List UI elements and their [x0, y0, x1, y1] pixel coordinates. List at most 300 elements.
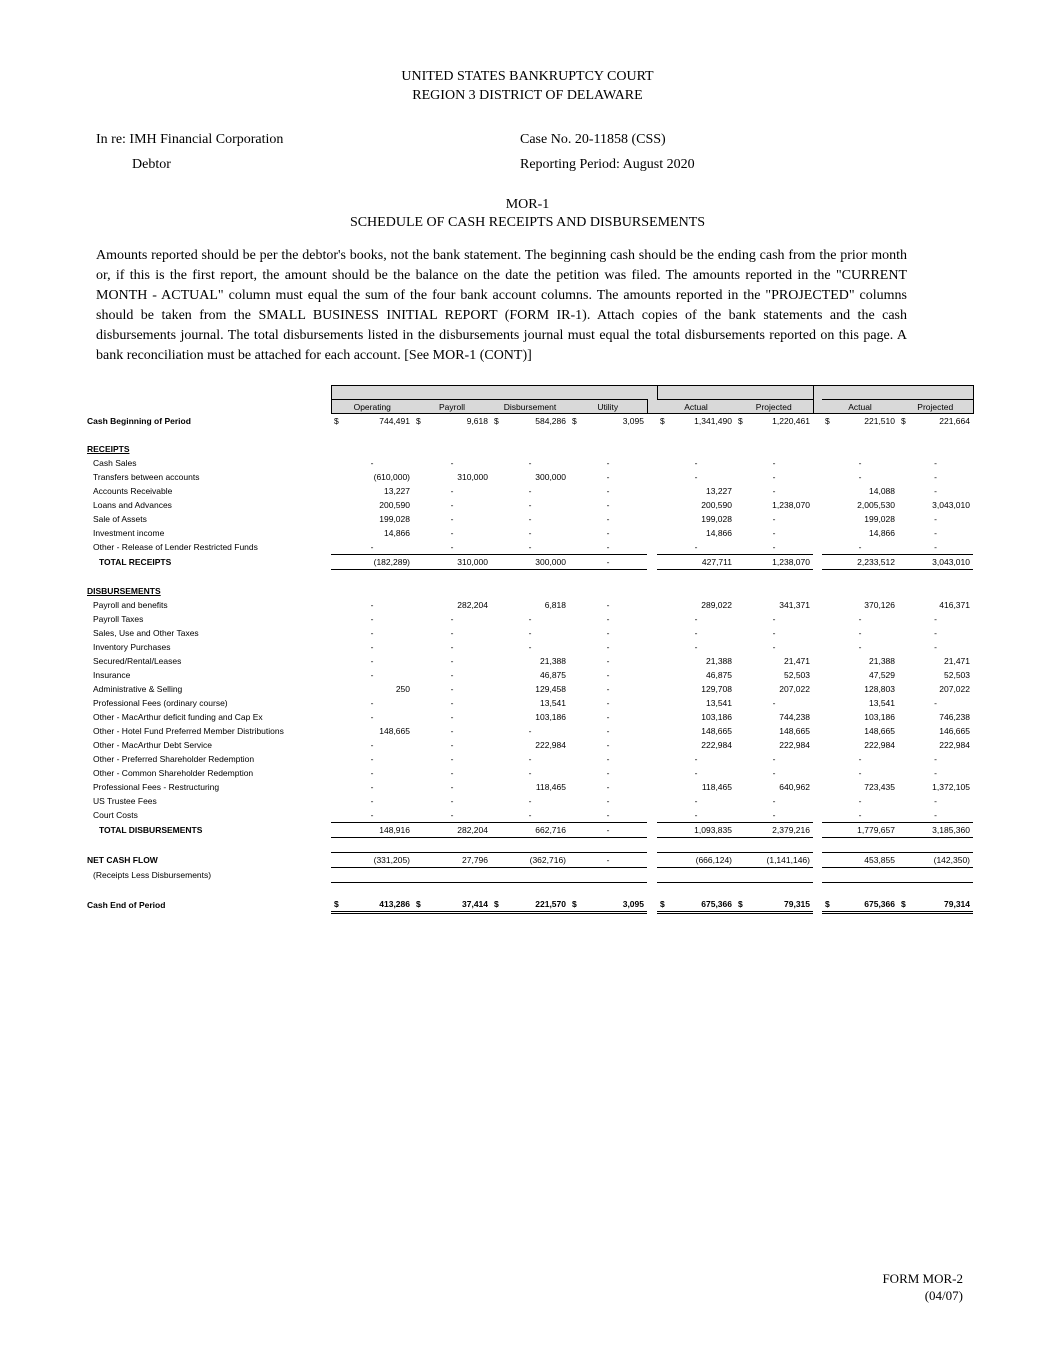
- value-cell: -: [934, 642, 937, 652]
- spacer-cell: [813, 780, 822, 794]
- value-cell: -: [606, 726, 610, 736]
- dollar-sign: $: [825, 899, 830, 909]
- spacer-cell: [647, 526, 657, 540]
- total-disbursements-row: [85, 823, 973, 838]
- receipt-row-label: Cash Sales: [93, 458, 137, 468]
- value-cell: [569, 897, 647, 913]
- value-cell: -: [934, 458, 937, 468]
- value-cell: 662,716: [491, 823, 569, 838]
- value-cell: -: [528, 500, 532, 510]
- value-cell: [491, 414, 569, 429]
- disbursement-row: [85, 696, 973, 710]
- value-cell: [657, 897, 735, 913]
- value-cell: 640,962: [779, 782, 810, 792]
- amount: 3,095: [622, 899, 644, 909]
- value-cell: -: [528, 642, 532, 652]
- value-cell: 103,186: [535, 712, 566, 722]
- value-cell: 118,465: [535, 782, 566, 792]
- value-cell: 300,000: [535, 472, 566, 482]
- disbursement-row-label: Other - Preferred Shareholder Redemption: [93, 754, 255, 764]
- value-cell: -: [569, 808, 647, 823]
- dollar-sign: $: [660, 416, 665, 426]
- value-cell: 21,471: [944, 656, 970, 666]
- value-cell: [331, 897, 413, 913]
- value-cell: [822, 414, 898, 429]
- value-cell: 200,590: [379, 500, 410, 510]
- value-cell: -: [606, 796, 610, 806]
- value-cell: -: [858, 796, 862, 806]
- dollar-sign: $: [494, 416, 499, 426]
- cash-beginning-row: [85, 414, 973, 429]
- value-cell: -: [606, 656, 610, 666]
- value-cell: -: [858, 472, 862, 482]
- instructions-paragraph: Amounts reported should be per the debtor's books, not the bank statement. The beginning cash should be the ending cash from the prior month or, if this is the first report, the amount should be the balance on the date the petition was filed. The amounts reported in the "CURRENT MONTH - ACTUAL" column must equal the sum of the four bank account columns. The amounts reported in the "PROJECTED" columns should be taken from the SMALL BUSINESS INITIAL REPORT (FORM IR-1). Attach copies of the bank statements and the cash disbursements journal. The total disbursements listed in the disbursements journal must equal the total disbursements reported on this page. A bank reconciliation must be attached for each account. [See MOR-1 (CONT)]: [96, 248, 907, 363]
- amount: 675,366: [701, 899, 732, 909]
- disbursements-header-row: [85, 584, 973, 598]
- value-cell: 129,458: [535, 684, 566, 694]
- value-cell: -: [370, 712, 374, 722]
- spacer-cell: [647, 640, 657, 654]
- value-cell: -: [450, 486, 454, 496]
- value-cell: 148,665: [701, 726, 732, 736]
- value-cell: 199,028: [701, 514, 732, 524]
- value-cell: 341,371: [779, 600, 810, 610]
- spacer-cell: [647, 794, 657, 808]
- currency-cell: [825, 899, 895, 909]
- value-cell: 416,371: [939, 600, 970, 610]
- column-header-7: Projected: [898, 400, 973, 414]
- value-cell: [898, 414, 973, 429]
- value-cell: -: [450, 514, 454, 524]
- disbursement-row: [85, 766, 973, 780]
- value-cell: -: [735, 540, 813, 555]
- value-cell: -: [934, 754, 937, 764]
- currency-cell: [825, 416, 895, 426]
- value-cell: 200,590: [701, 500, 732, 510]
- value-cell: -: [772, 642, 776, 652]
- dollar-sign: $: [901, 899, 906, 909]
- disbursement-row: [85, 598, 973, 612]
- spacer-cell: [813, 794, 822, 808]
- court-name: UNITED STATES BANKRUPTCY COURT: [401, 69, 654, 84]
- receipt-row: [85, 512, 973, 526]
- value-cell: -: [822, 540, 898, 555]
- amount: 675,366: [864, 899, 895, 909]
- value-cell: 1,238,070: [772, 500, 810, 510]
- value-cell: (666,124): [657, 853, 735, 868]
- value-cell: -: [370, 628, 374, 638]
- form-footer: [882, 1270, 963, 1304]
- cash-schedule-table: [85, 385, 973, 914]
- spacer-cell: [647, 808, 657, 823]
- value-cell: 148,665: [379, 726, 410, 736]
- value-cell: 300,000: [491, 555, 569, 570]
- spacer-cell: [813, 484, 822, 498]
- value-cell: -: [772, 514, 776, 524]
- spacer-cell: [647, 484, 657, 498]
- net-cash-flow-sublabel: (Receipts Less Disbursements): [93, 870, 212, 880]
- value-cell: -: [772, 458, 776, 468]
- column-group-header: [85, 386, 973, 400]
- case-in-re: In re: IMH Financial Corporation: [96, 132, 284, 147]
- value-cell: -: [606, 670, 610, 680]
- value-cell: -: [606, 614, 610, 624]
- currency-cell: [660, 899, 732, 909]
- currency-cell: [901, 899, 970, 909]
- amount: 79,315: [784, 899, 810, 909]
- value-cell: 46,875: [706, 670, 732, 680]
- value-cell: -: [370, 782, 374, 792]
- net-cash-flow-sub-row: [85, 868, 973, 883]
- value-cell: -: [569, 823, 647, 838]
- value-cell: -: [450, 698, 454, 708]
- value-cell: -: [772, 698, 776, 708]
- value-cell: -: [694, 768, 698, 778]
- spacer-cell: [647, 682, 657, 696]
- spacer-cell: [647, 823, 657, 838]
- spacer-cell: [813, 668, 822, 682]
- value-cell: 310,000: [457, 472, 488, 482]
- disbursement-row-label: Secured/Rental/Leases: [93, 656, 182, 666]
- value-cell: -: [450, 754, 454, 764]
- form-title: SCHEDULE OF CASH RECEIPTS AND DISBURSEMENTS: [349, 215, 706, 230]
- value-cell: 723,435: [864, 782, 895, 792]
- value-cell: -: [528, 458, 532, 468]
- value-cell: -: [370, 642, 374, 652]
- value-cell: -: [528, 796, 532, 806]
- receipt-row-label: Investment income: [93, 528, 165, 538]
- value-cell: 1,238,070: [735, 555, 813, 570]
- value-cell: 27,796: [413, 853, 491, 868]
- value-cell: 148,665: [779, 726, 810, 736]
- blank-row: [85, 570, 973, 585]
- value-cell: -: [934, 698, 937, 708]
- value-cell: (142,350): [898, 853, 973, 868]
- value-cell: -: [772, 614, 776, 624]
- value-cell: -: [657, 808, 735, 823]
- value-cell: -: [772, 754, 776, 764]
- value-cell: 13,227: [706, 486, 732, 496]
- value-cell: 207,022: [779, 684, 810, 694]
- blank-row: [85, 428, 973, 442]
- value-cell: 103,186: [701, 712, 732, 722]
- currency-cell: [494, 416, 566, 426]
- blank-row: [85, 883, 973, 898]
- column-header-5: Projected: [735, 400, 813, 414]
- value-cell: -: [450, 782, 454, 792]
- value-cell: -: [491, 540, 569, 555]
- value-cell: -: [606, 782, 610, 792]
- spacer-cell: [647, 626, 657, 640]
- dollar-sign: $: [660, 899, 665, 909]
- receipt-row-label: Loans and Advances: [93, 500, 172, 510]
- spacer-cell: [647, 512, 657, 526]
- spacer-cell: [813, 456, 822, 470]
- value-cell: -: [606, 684, 610, 694]
- spacer-cell: [647, 654, 657, 668]
- disbursement-row: [85, 626, 973, 640]
- total-receipts-row-label: TOTAL RECEIPTS: [99, 557, 172, 567]
- value-cell: 14,866: [869, 528, 895, 538]
- value-cell: 1,093,835: [657, 823, 735, 838]
- disbursement-row-label: Sales, Use and Other Taxes: [93, 628, 199, 638]
- currency-cell: [738, 899, 810, 909]
- value-cell: 3,043,010: [898, 555, 973, 570]
- value-cell: [822, 897, 898, 913]
- dollar-sign: $: [416, 416, 421, 426]
- amount: 221,664: [939, 416, 970, 426]
- footer-form-code: FORM MOR-2: [882, 1271, 963, 1286]
- case-debtor: Debtor: [132, 157, 171, 172]
- spacer-cell: [813, 897, 822, 913]
- value-cell: -: [898, 540, 973, 555]
- net-cash-flow-row-label: NET CASH FLOW: [87, 855, 158, 865]
- value-cell: -: [606, 628, 610, 638]
- value-cell: -: [569, 555, 647, 570]
- value-cell: 14,866: [384, 528, 410, 538]
- value-cell: -: [934, 768, 937, 778]
- value-cell: 370,126: [864, 600, 895, 610]
- value-cell: -: [934, 528, 937, 538]
- value-cell: -: [569, 540, 647, 555]
- amount: 9,618: [466, 416, 488, 426]
- spacer-cell: [647, 456, 657, 470]
- value-cell: (182,289): [331, 555, 413, 570]
- dollar-sign: $: [334, 899, 339, 909]
- value-cell: [413, 414, 491, 429]
- value-cell: (1,141,146): [735, 853, 813, 868]
- column-header-0: Operating: [331, 400, 413, 414]
- spacer-cell: [647, 555, 657, 570]
- disbursements-header: DISBURSEMENTS: [87, 586, 161, 596]
- value-cell: -: [450, 656, 454, 666]
- spacer-cell: [647, 598, 657, 612]
- receipt-row: [85, 526, 973, 540]
- value-cell: [331, 414, 413, 429]
- spacer-cell: [647, 710, 657, 724]
- value-cell: 3,043,010: [932, 500, 970, 510]
- spacer-cell: [647, 897, 657, 913]
- spacer-cell: [813, 540, 822, 555]
- value-cell: -: [528, 514, 532, 524]
- receipt-row-label: Other - Release of Lender Restricted Funds: [93, 542, 258, 553]
- value-cell: -: [606, 528, 610, 538]
- value-cell: -: [606, 740, 610, 750]
- spacer-cell: [813, 555, 822, 570]
- receipt-row-label: Accounts Receivable: [93, 486, 173, 496]
- spacer-cell: [647, 612, 657, 626]
- spacer-cell: [647, 738, 657, 752]
- spacer-cell: [813, 766, 822, 780]
- value-cell: 1,779,657: [822, 823, 898, 838]
- column-header-4: Actual: [657, 400, 735, 414]
- net-cash-flow-row: [85, 853, 973, 868]
- value-cell: [569, 414, 647, 429]
- group-cumulative: [822, 386, 973, 400]
- dollar-sign: $: [416, 899, 421, 909]
- value-cell: -: [898, 808, 973, 823]
- column-header-3: Utility: [569, 400, 647, 414]
- value-cell: 1,372,105: [932, 782, 970, 792]
- value-cell: 146,665: [939, 726, 970, 736]
- receipts-header: RECEIPTS: [87, 444, 130, 454]
- spacer-cell: [647, 780, 657, 794]
- value-cell: 21,388: [869, 656, 895, 666]
- disbursement-row-label: Other - Common Shareholder Redemption: [93, 768, 254, 778]
- value-cell: 2,233,512: [822, 555, 898, 570]
- footer-form-date: (04/07): [924, 1288, 963, 1303]
- disbursement-row: [85, 794, 973, 808]
- spacer-cell: [647, 498, 657, 512]
- value-cell: -: [934, 514, 937, 524]
- dollar-sign: $: [334, 416, 339, 426]
- spacer-cell: [813, 710, 822, 724]
- cash-end-row-label: Cash End of Period: [87, 899, 166, 910]
- value-cell: (362,716): [491, 853, 569, 868]
- value-cell: -: [822, 808, 898, 823]
- currency-cell: [494, 899, 566, 909]
- value-cell: -: [413, 808, 491, 823]
- spacer-cell: [647, 766, 657, 780]
- total-receipts-row: [85, 555, 973, 570]
- receipt-row: [85, 470, 973, 484]
- spacer-cell: [647, 668, 657, 682]
- amount: 221,570: [535, 899, 566, 909]
- value-cell: -: [528, 768, 532, 778]
- value-cell: 453,855: [822, 853, 898, 868]
- dollar-sign: $: [572, 899, 577, 909]
- group-bank-accounts: [331, 386, 647, 400]
- currency-cell: [416, 416, 488, 426]
- value-cell: 13,541: [869, 698, 895, 708]
- spacer-cell: [813, 640, 822, 654]
- value-cell: -: [858, 754, 862, 764]
- value-cell: (610,000): [373, 472, 410, 482]
- spacer-cell: [813, 498, 822, 512]
- value-cell: -: [694, 614, 698, 624]
- spacer-cell: [647, 414, 657, 429]
- spacer-cell: [813, 512, 822, 526]
- receipt-row: [85, 540, 973, 555]
- amount: 37,414: [462, 899, 488, 909]
- dollar-sign: $: [738, 899, 743, 909]
- disbursement-row-label: Inventory Purchases: [93, 642, 171, 652]
- value-cell: 222,984: [535, 740, 566, 750]
- value-cell: -: [606, 486, 610, 496]
- disbursement-row-label: Professional Fees - Restructuring: [93, 782, 220, 792]
- value-cell: 14,088: [869, 486, 895, 496]
- value-cell: -: [606, 768, 610, 778]
- currency-cell: [572, 899, 644, 909]
- value-cell: -: [934, 486, 937, 496]
- value-cell: -: [694, 796, 698, 806]
- disbursement-row-label: Other - MacArthur deficit funding and Cap Ex: [93, 712, 263, 722]
- value-cell: -: [331, 808, 413, 823]
- value-cell: -: [606, 472, 610, 482]
- value-cell: -: [450, 642, 454, 652]
- value-cell: 199,028: [864, 514, 895, 524]
- value-cell: -: [735, 808, 813, 823]
- value-cell: -: [934, 628, 937, 638]
- spacer-cell: [647, 724, 657, 738]
- receipt-row: [85, 484, 973, 498]
- value-cell: -: [606, 500, 610, 510]
- column-header-6: Actual: [822, 400, 898, 414]
- disbursement-row-label: Payroll Taxes: [93, 614, 144, 624]
- cash-beginning-row-label: Cash Beginning of Period: [87, 415, 191, 426]
- value-cell: -: [772, 768, 776, 778]
- disbursement-row: [85, 612, 973, 626]
- disbursement-row-label: Other - MacArthur Debt Service: [93, 740, 213, 750]
- value-cell: -: [694, 472, 698, 482]
- currency-cell: [901, 416, 970, 426]
- spacer-cell: [813, 682, 822, 696]
- value-cell: 2,379,216: [735, 823, 813, 838]
- value-cell: -: [528, 754, 532, 764]
- currency-cell: [660, 416, 732, 426]
- value-cell: -: [606, 642, 610, 652]
- value-cell: -: [858, 768, 862, 778]
- value-cell: -: [450, 712, 454, 722]
- value-cell: -: [450, 614, 454, 624]
- value-cell: -: [694, 754, 698, 764]
- value-cell: 148,665: [864, 726, 895, 736]
- value-cell: -: [528, 628, 532, 638]
- disbursement-row: [85, 724, 973, 738]
- value-cell: -: [450, 670, 454, 680]
- total-disbursements-row-label: TOTAL DISBURSEMENTS: [99, 825, 203, 835]
- value-cell: -: [491, 808, 569, 823]
- spacer-cell: [813, 696, 822, 710]
- value-cell: -: [858, 642, 862, 652]
- value-cell: -: [858, 458, 862, 468]
- disbursement-row: [85, 668, 973, 682]
- value-cell: 6,818: [544, 600, 566, 610]
- dollar-sign: $: [825, 416, 830, 426]
- value-cell: [657, 414, 735, 429]
- value-cell: -: [370, 670, 374, 680]
- spacer-cell: [813, 526, 822, 540]
- currency-cell: [738, 416, 810, 426]
- value-cell: -: [450, 768, 454, 778]
- value-cell: -: [370, 796, 374, 806]
- spacer-cell: [647, 540, 657, 555]
- court-header: [0, 67, 1055, 105]
- value-cell: -: [450, 740, 454, 750]
- value-cell: 14,866: [706, 528, 732, 538]
- disbursement-row: [85, 752, 973, 766]
- value-cell: 46,875: [540, 670, 566, 680]
- spacer-cell: [813, 724, 822, 738]
- value-cell: 222,984: [779, 740, 810, 750]
- dollar-sign: $: [572, 416, 577, 426]
- value-cell: -: [772, 486, 776, 496]
- dollar-sign: $: [738, 416, 743, 426]
- disbursement-row-label: Administrative & Selling: [93, 684, 183, 694]
- spacer-cell: [813, 626, 822, 640]
- value-cell: -: [370, 768, 374, 778]
- disbursement-row-label: Court Costs: [93, 810, 138, 821]
- value-cell: 21,388: [540, 656, 566, 666]
- value-cell: [735, 897, 813, 913]
- value-cell: -: [606, 458, 610, 468]
- cash-end-row: [85, 897, 973, 913]
- value-cell: [735, 414, 813, 429]
- value-cell: -: [370, 600, 374, 610]
- value-cell: 21,388: [706, 656, 732, 666]
- column-header-2: Disbursement: [491, 400, 569, 414]
- amount: 413,286: [379, 899, 410, 909]
